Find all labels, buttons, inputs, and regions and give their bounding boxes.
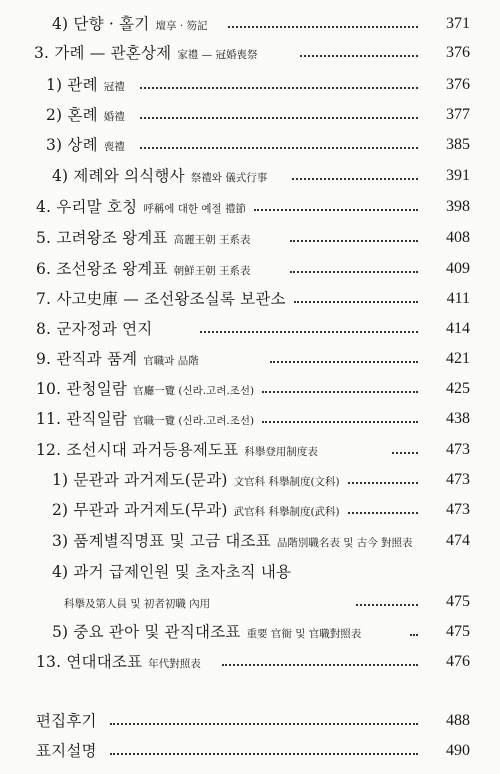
dot-leader	[392, 452, 418, 454]
toc-entry-title	[52, 559, 291, 585]
page-number: 473	[446, 441, 470, 458]
toc-entry-title	[36, 738, 97, 764]
toc-entry-title	[36, 225, 251, 253]
page-number: 438	[446, 410, 470, 427]
dot-leader	[262, 421, 418, 423]
toc-entry	[0, 72, 500, 98]
toc-entry-label: 1) 관례	[46, 76, 98, 94]
toc-entry-title	[36, 708, 97, 734]
toc-entry-title	[52, 11, 208, 39]
toc-entry-title	[36, 286, 286, 312]
dot-leader	[110, 753, 418, 755]
page-number: 376	[446, 44, 470, 61]
page-number: 490	[446, 742, 470, 759]
toc-entry-title	[36, 194, 246, 222]
toc-entry	[0, 497, 500, 523]
page-number: 425	[446, 380, 470, 397]
toc-entry-title	[46, 72, 125, 100]
toc-entry-title	[46, 132, 125, 160]
page-number: 385	[446, 136, 470, 153]
toc-entry-label: 3) 상례	[46, 136, 98, 154]
toc-entry-hanja: 品階別職名表 및 古今 對照表	[276, 537, 413, 549]
toc-entry-hanja: 武官科 科擧制度(武科)	[233, 506, 340, 518]
toc-entry-title	[34, 40, 258, 68]
toc-entry-hanja: 祭禮와 儀式行事	[190, 172, 268, 184]
toc-entry-hanja: 婚禮	[103, 111, 125, 123]
page-number: 414	[446, 320, 470, 337]
toc-entry-label: 3) 품계별직명표 및 고금 대조표	[52, 532, 271, 550]
dot-leader	[200, 331, 418, 333]
page-number: 488	[446, 712, 470, 729]
toc-entry-hanja: 重要 官衙 및 官職對照表	[246, 628, 362, 640]
toc-entry-label: 4. 우리말 호칭	[36, 198, 138, 216]
toc-entry	[0, 132, 500, 158]
toc-entry	[0, 406, 500, 432]
toc-entry	[0, 467, 500, 493]
toc-entry-label: 10. 관청일람	[36, 380, 128, 398]
dot-leader	[140, 147, 418, 149]
page-number: 376	[446, 76, 470, 93]
toc-entry-hanja: 官廳一覽 (신라.고려.조선)	[133, 385, 255, 397]
toc-entry-label: 12. 조선시대 과거등용제도표	[36, 441, 239, 459]
dot-leader	[290, 271, 418, 273]
toc-entry	[0, 376, 500, 402]
toc-entry	[0, 194, 500, 220]
dot-leader	[140, 117, 418, 119]
toc-entry-title	[52, 619, 361, 647]
toc-entry-label: 2) 무관과 과거제도(무과)	[52, 501, 228, 519]
dot-leader	[254, 209, 418, 211]
dot-leader	[356, 604, 418, 606]
toc-entry-label: 9. 관직과 품계	[36, 350, 138, 368]
toc-entry-title	[64, 589, 210, 617]
dot-leader	[410, 634, 418, 636]
toc-entry	[0, 316, 500, 342]
toc-entry-label: 7. 사고史庫 — 조선왕조실록 보관소	[36, 290, 286, 308]
page-number: 473	[446, 471, 470, 488]
toc-entry-hanja: 高麗王朝 王系表	[173, 234, 251, 246]
toc-entry	[0, 163, 500, 189]
toc-entry-hanja: 文官科 科擧制度(文科)	[233, 476, 340, 488]
toc-entry-label: 5. 고려왕조 왕계표	[36, 229, 168, 247]
toc-entry-label: 편집후기	[36, 712, 97, 730]
toc-entry-label: 5) 중요 관아 및 관직대조표	[52, 623, 241, 641]
toc-entry-label: 4) 단향 · 홀기	[52, 15, 150, 33]
dot-leader	[290, 240, 418, 242]
toc-entry-label: 4) 과거 급제인원 및 초자초직 내용	[52, 563, 292, 581]
page-number: 475	[446, 623, 470, 640]
toc-entry-label: 11. 관직일람	[36, 410, 128, 428]
toc-entry	[0, 40, 500, 66]
toc-entry-hanja: 科擧登用制度表	[244, 446, 318, 458]
toc-entry-label: 2) 혼례	[46, 106, 98, 124]
toc-entry-hanja: 朝鮮王朝 王系表	[173, 265, 251, 277]
page-number: 398	[446, 198, 470, 215]
toc-entry	[0, 559, 500, 585]
dot-leader	[348, 482, 418, 484]
page-number: 475	[446, 593, 470, 610]
page-number: 409	[446, 260, 470, 277]
toc-entry-label: 8. 군자정과 연지	[36, 320, 153, 338]
dot-leader	[348, 512, 418, 514]
dot-leader	[140, 87, 418, 89]
toc-entry-label: 4) 제례와 의식행사	[52, 167, 185, 185]
dot-leader	[270, 361, 418, 363]
toc-entry-title	[36, 316, 152, 342]
page-number: 371	[446, 15, 470, 32]
toc-entry	[0, 256, 500, 282]
page-number: 474	[446, 532, 470, 549]
toc-entry-hanja: 喪禮	[103, 141, 125, 153]
toc-entry-title	[52, 163, 267, 191]
toc-entry-title	[52, 528, 413, 556]
toc-entry-title	[52, 467, 340, 495]
page-number: 377	[446, 106, 470, 123]
toc-entry-title	[36, 406, 254, 434]
toc-entry-hanja: 家禮 — 冠婚喪祭	[177, 49, 258, 61]
toc-entry	[0, 738, 500, 764]
toc-entry-title	[36, 437, 318, 465]
toc-entry	[0, 708, 500, 734]
toc-entry	[0, 649, 500, 675]
toc-entry	[0, 437, 500, 463]
page-number: 421	[446, 350, 470, 367]
toc-entry-hanja: 官職과 品階	[143, 355, 199, 367]
toc-entry-title	[46, 102, 125, 130]
toc-entry	[0, 589, 500, 615]
toc-entry-title	[36, 376, 254, 404]
toc-entry	[0, 286, 500, 312]
dot-leader	[222, 664, 418, 666]
toc-entry-label: 6. 조선왕조 왕계표	[36, 260, 168, 278]
toc-entry	[0, 619, 500, 645]
dot-leader	[300, 55, 418, 57]
toc-entry-label: 1) 문관과 과거제도(문과)	[52, 471, 228, 489]
dot-leader	[228, 26, 418, 28]
dot-leader	[110, 723, 418, 725]
toc-entry	[0, 102, 500, 128]
toc-entry	[0, 225, 500, 251]
toc-entry-hanja: 呼稱에 대한 예절 禮節	[143, 203, 247, 215]
toc-entry-title	[52, 497, 340, 525]
toc-entry-hanja: 壇享 · 笏記	[155, 20, 208, 32]
toc-entry-title	[36, 649, 201, 677]
toc-entry-hanja: 冠禮	[103, 81, 125, 93]
toc-entry-hanja: 科擧及第人員 및 初者初職 內用	[64, 598, 211, 610]
toc-entry-label: 13. 연대대조표	[36, 653, 143, 671]
page-number: 391	[446, 167, 470, 184]
page-number: 411	[446, 290, 470, 307]
toc-entry-hanja: 年代對照表	[148, 658, 201, 670]
toc-entry	[0, 346, 500, 372]
dot-leader	[292, 178, 418, 180]
page-number: 476	[446, 653, 470, 670]
toc-entry	[0, 528, 500, 554]
dot-leader	[262, 391, 418, 393]
toc-entry	[0, 11, 500, 37]
page-number: 473	[446, 501, 470, 518]
toc-entry-title	[36, 346, 199, 374]
toc-entry-hanja: 官職一覽 (신라.고려.조선)	[133, 415, 255, 427]
toc-entry-label: 3. 가례 — 관혼상제	[34, 44, 172, 62]
toc-entry-title	[36, 256, 251, 284]
toc-entry-label: 표지설명	[36, 742, 97, 760]
page-number: 408	[446, 229, 470, 246]
dot-leader	[294, 301, 418, 303]
